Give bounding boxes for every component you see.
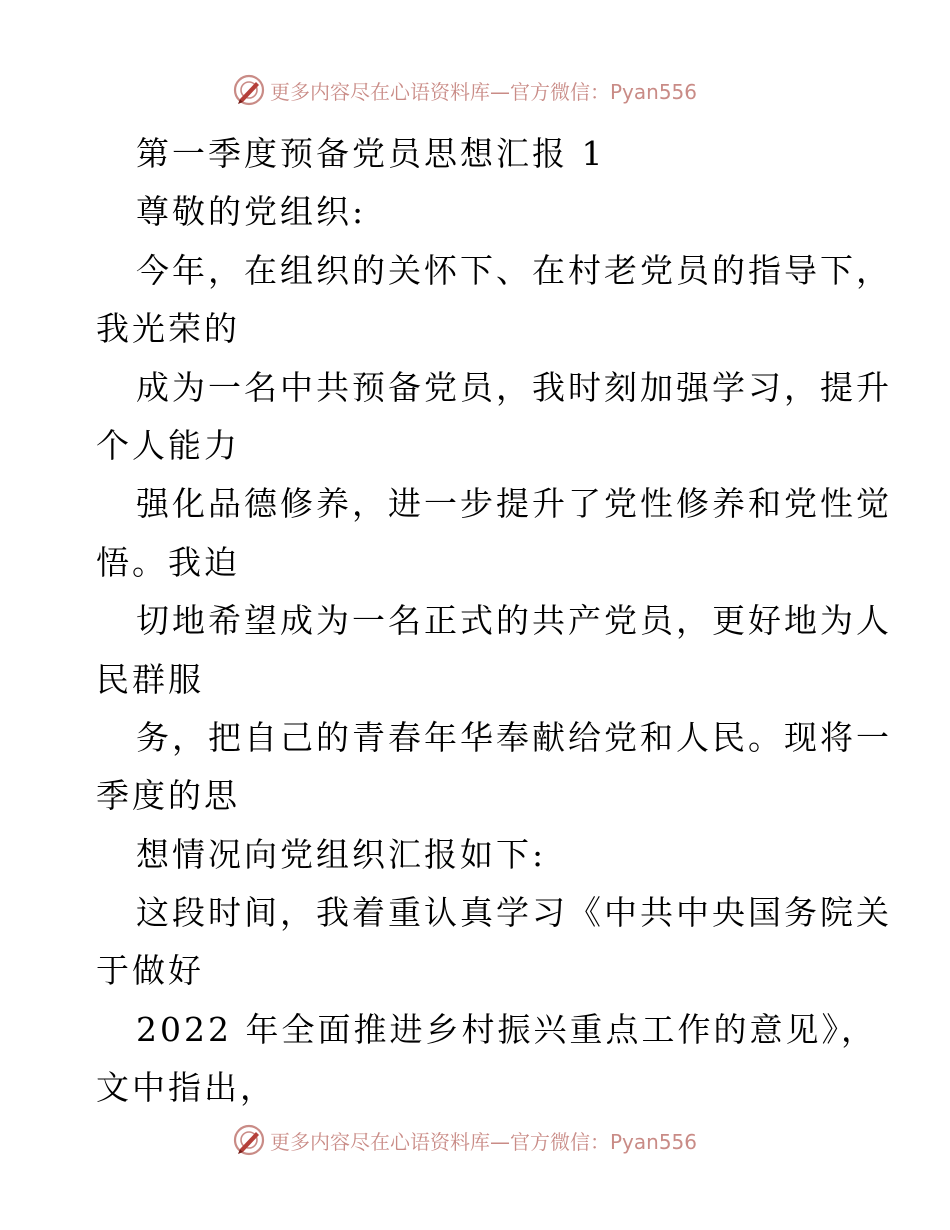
text-line: 季度的思 <box>96 776 240 816</box>
text-line: 想情况向党组织汇报如下: <box>136 834 547 874</box>
watermark-footer <box>232 1122 697 1158</box>
text-line: 于做好 <box>96 951 204 991</box>
text-line: 务，把自己的青春年华奉献给党和人民。现将一 <box>136 717 892 757</box>
watermark-text: 更多内容尽在心语资料库—官方微信：Pyan556 <box>270 1129 698 1154</box>
text-line: 我光荣的 <box>96 309 240 349</box>
text-line: 切地希望成为一名正式的共产党员，更好地为人 <box>136 601 892 641</box>
salutation: 尊敬的党组织: <box>136 192 367 232</box>
text-line: 强化品德修养，进一步提升了党性修养和党性觉 <box>136 484 892 524</box>
text-line: 这段时间，我着重认真学习《中共中央国务院关 <box>136 893 892 933</box>
text-line: 成为一名中共预备党员，我时刻加强学习，提升 <box>136 367 892 407</box>
text-line: 个人能力 <box>96 425 240 465</box>
text-line: 民群服 <box>96 659 204 699</box>
text-line: 今年，在组织的关怀下、在村老党员的指导下， <box>136 250 892 290</box>
text-line: 2022 年全面推进乡村振兴重点工作的意见》， <box>136 1009 877 1049</box>
watermark-text: 更多内容尽在心语资料库—官方微信：Pyan556 <box>270 79 698 104</box>
watermark-header <box>232 72 697 108</box>
text-line: 悟。我迫 <box>96 542 240 582</box>
pen-logo-icon <box>232 1123 266 1157</box>
document-body <box>96 125 892 1118</box>
document-title: 第一季度预备党员思想汇报 1 <box>136 134 606 173</box>
pen-logo-icon <box>232 73 266 107</box>
text-line: 文中指出， <box>96 1068 276 1108</box>
